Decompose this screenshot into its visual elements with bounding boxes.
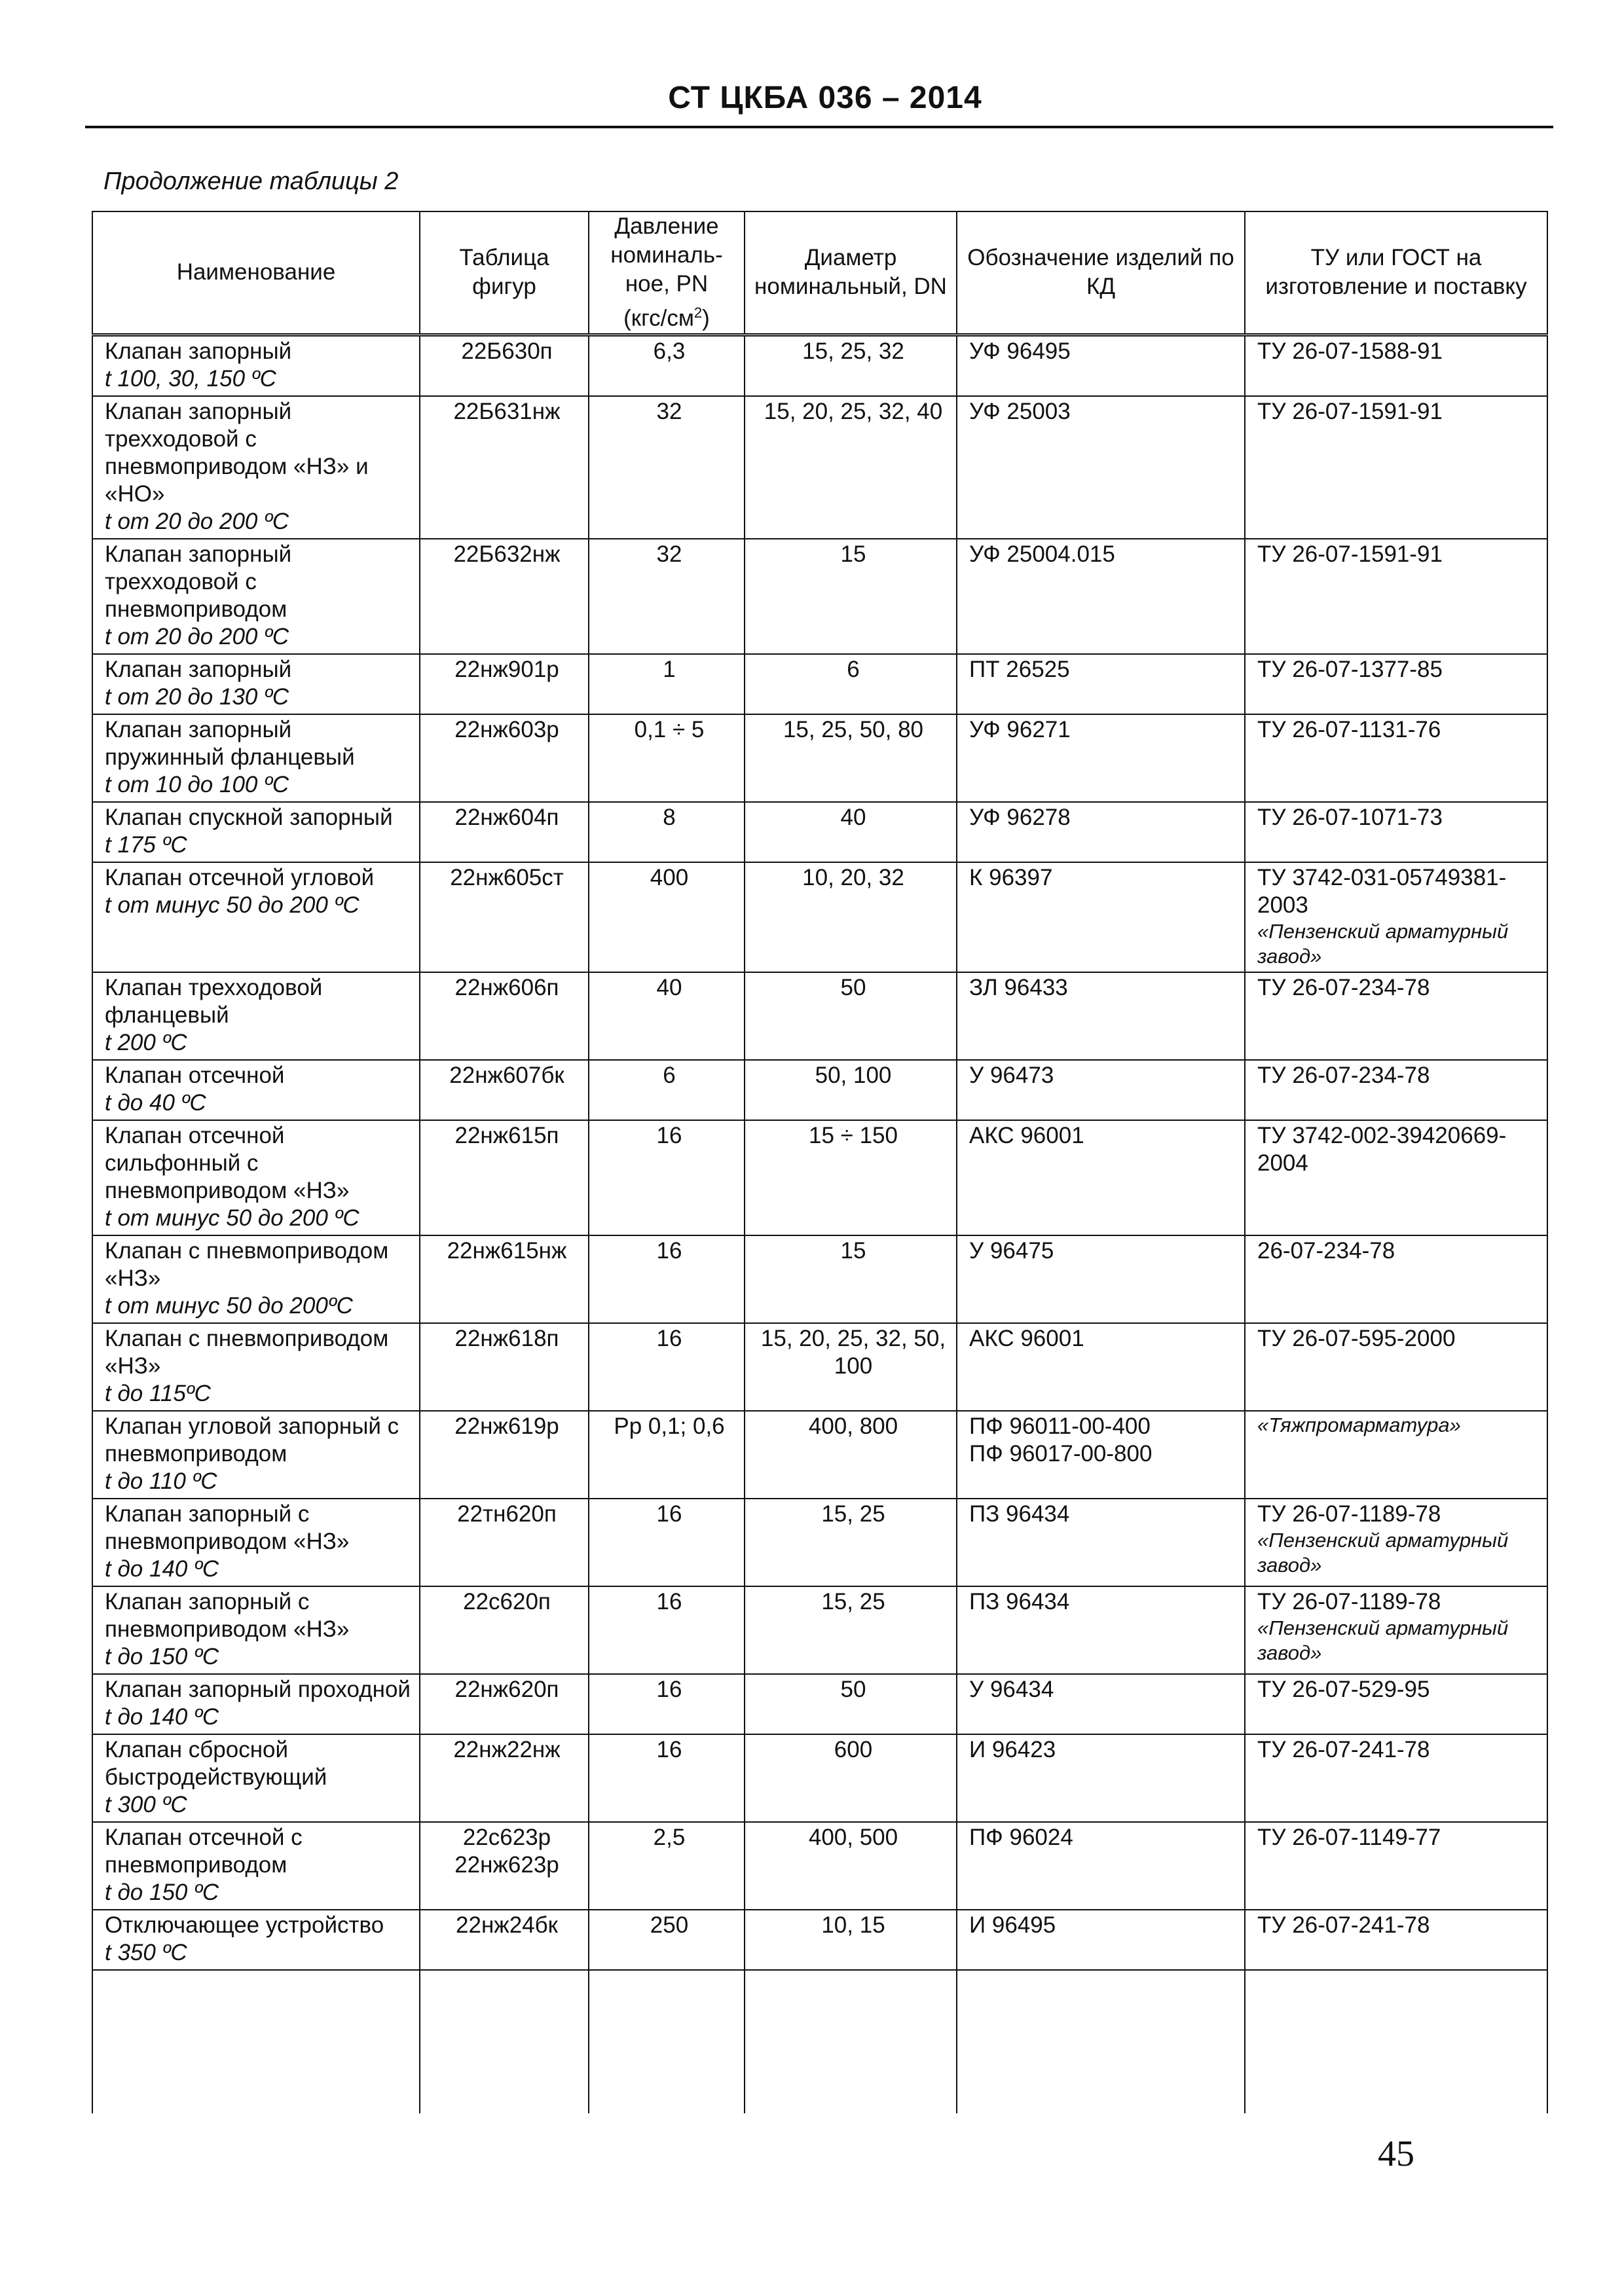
cell-standard — [1245, 1060, 1547, 1120]
table-caption: Продолжение таблицы 2 — [103, 168, 399, 195]
standard-value: ТУ 26-07-1189-78 — [1257, 1501, 1441, 1527]
figure-code: 22нж620п — [454, 1676, 559, 1702]
valve-name: Отключающее устройство — [105, 1912, 384, 1938]
table-row — [92, 802, 1547, 862]
standard-value: ТУ 26-07-234-78 — [1257, 974, 1430, 1000]
valve-name: Клапан отсечной с пневмоприводом — [105, 1824, 303, 1878]
cell-figure — [420, 972, 589, 1060]
cell-standard — [1245, 1235, 1547, 1323]
cell-pressure — [589, 1235, 745, 1323]
pressure-value: 2,5 — [653, 1824, 686, 1850]
diameter-value: 15 — [840, 541, 866, 567]
pressure-value: 6,3 — [653, 338, 686, 364]
valve-name: Клапан запорный — [105, 656, 292, 682]
cell-pressure — [589, 1734, 745, 1822]
cell-standard — [1245, 539, 1547, 654]
designation-value: УФ 96278 — [969, 804, 1071, 830]
diameter-value: 10, 20, 32 — [802, 864, 904, 890]
table-row — [92, 714, 1547, 802]
cell-diameter — [745, 1323, 957, 1411]
table-row — [92, 654, 1547, 714]
designation-value: УФ 25003 — [969, 398, 1071, 424]
table-row — [92, 862, 1547, 972]
cell-designation — [957, 654, 1245, 714]
figure-code: 22нж619р — [454, 1413, 559, 1439]
cell-name — [92, 1120, 420, 1235]
pressure-value: 8 — [663, 804, 676, 830]
designation-value: К 96397 — [969, 864, 1053, 890]
page-number: 45 — [1378, 2134, 1414, 2174]
standard-value: ТУ 26-07-1131-76 — [1257, 716, 1441, 742]
cell-name — [92, 1822, 420, 1910]
figure-code: 22нж606п — [454, 974, 559, 1000]
standard-value: ТУ 26-07-1071-73 — [1257, 804, 1443, 830]
cell-name — [92, 862, 420, 972]
document-code: СТ ЦКБА 036 – 2014 — [668, 81, 982, 115]
cell-figure — [420, 862, 589, 972]
standard-value: ТУ 3742-002-39420669-2004 — [1257, 1122, 1507, 1176]
temperature-range: t до 110 ºC — [105, 1468, 217, 1494]
cell-diameter — [745, 714, 957, 802]
cell-name — [92, 1060, 420, 1120]
standard-value: ТУ 26-07-1377-85 — [1257, 656, 1443, 682]
table-row — [92, 972, 1547, 1060]
figure-code: 22нж623р — [454, 1851, 559, 1878]
cell-name — [92, 396, 420, 539]
table-row — [92, 1674, 1547, 1734]
cell-designation — [957, 1822, 1245, 1910]
cell-designation — [957, 802, 1245, 862]
valve-name: Клапан спускной запорный — [105, 804, 393, 830]
manufacturer-note: «Тяжпромарматура» — [1257, 1413, 1461, 1436]
valve-name: Клапан запорный — [105, 338, 292, 364]
designation-value: ЗЛ 96433 — [969, 974, 1068, 1000]
cell-name — [92, 654, 420, 714]
column-header-diameter: Диаметр номинальный, DN — [745, 211, 957, 335]
cell-designation — [957, 1674, 1245, 1734]
table-row — [92, 1323, 1547, 1411]
figure-code: 22Б630п — [461, 338, 553, 364]
figure-code: 22с620п — [463, 1588, 551, 1614]
cell-standard — [1245, 802, 1547, 862]
cell-pressure — [589, 335, 745, 396]
cell-name — [92, 1674, 420, 1734]
manufacturer-note: «Пензенский арматурный завод» — [1257, 919, 1509, 968]
standard-value: ТУ 26-07-1189-78 — [1257, 1588, 1441, 1614]
designation-value: У 96475 — [969, 1237, 1054, 1264]
diameter-value: 50 — [840, 1676, 866, 1702]
column-header-figure — [420, 211, 589, 335]
cell-designation — [957, 1910, 1245, 1970]
temperature-range: t 350 ºC — [105, 1939, 187, 1965]
temperature-range: t 300 ºC — [105, 1791, 187, 1817]
figure-code: 22Б631нж — [453, 398, 561, 424]
figure-code: 22с623р — [462, 1824, 551, 1850]
cell-diameter — [745, 802, 957, 862]
figure-code: 22нж607бк — [449, 1062, 564, 1088]
cell-pressure — [589, 654, 745, 714]
diameter-value: 400, 500 — [808, 1824, 898, 1850]
cell-pressure — [589, 1411, 745, 1499]
manufacturer-note: «Пензенский арматурный завод» — [1257, 1528, 1509, 1576]
cell-designation — [957, 1235, 1245, 1323]
diameter-value: 50 — [840, 974, 866, 1000]
valve-name: Клапан отсечной сильфонный с пневмоприводом «НЗ» — [105, 1122, 350, 1203]
pressure-value: Рр 0,1; 0,6 — [614, 1413, 725, 1439]
temperature-range: t от 20 до 200 ºC — [105, 508, 289, 534]
standard-value: ТУ 26-07-241-78 — [1257, 1912, 1430, 1938]
temperature-range: t от 20 до 130 ºC — [105, 683, 289, 710]
empty-cell — [420, 1970, 589, 2113]
figure-code: 22нж615п — [454, 1122, 559, 1148]
valve-name: Клапан запорный проходной — [105, 1676, 411, 1702]
column-header-pressure-unit — [596, 299, 737, 333]
designation-value: И 96495 — [969, 1912, 1056, 1938]
diameter-value: 15, 25, 32 — [802, 338, 904, 364]
cell-pressure — [589, 972, 745, 1060]
figure-code: 22нж618п — [454, 1325, 559, 1351]
header-rule — [85, 126, 1553, 128]
table-row — [92, 1586, 1547, 1674]
cell-standard — [1245, 1822, 1547, 1910]
cell-diameter — [745, 1674, 957, 1734]
cell-standard — [1245, 1499, 1547, 1586]
table-row — [92, 1060, 1547, 1120]
standard-value: ТУ 26-07-1588-91 — [1257, 338, 1443, 364]
temperature-range: t до 150 ºC — [105, 1879, 219, 1905]
pressure-value: 16 — [656, 1588, 682, 1614]
table-row — [92, 335, 1547, 396]
pressure-unit-sup: 2 — [693, 304, 703, 321]
standard-value: ТУ 26-07-1591-91 — [1257, 541, 1443, 567]
temperature-range: t 100, 30, 150 ºC — [105, 365, 276, 392]
cell-name — [92, 1586, 420, 1674]
cell-name — [92, 1235, 420, 1323]
temperature-range: t 200 ºC — [105, 1029, 187, 1055]
cell-diameter — [745, 1499, 957, 1586]
pressure-value: 16 — [656, 1501, 682, 1527]
cell-designation — [957, 335, 1245, 396]
cell-designation — [957, 1734, 1245, 1822]
cell-pressure — [589, 1586, 745, 1674]
cell-standard — [1245, 1734, 1547, 1822]
cell-figure — [420, 1411, 589, 1499]
cell-figure — [420, 1499, 589, 1586]
diameter-value: 15 ÷ 150 — [809, 1122, 898, 1148]
standard-value: ТУ 26-07-234-78 — [1257, 1062, 1430, 1088]
pressure-value: 250 — [650, 1912, 689, 1938]
cell-diameter — [745, 539, 957, 654]
column-header-pressure — [589, 211, 745, 335]
table-header-row — [92, 211, 1547, 335]
column-header-standard: ТУ или ГОСТ на изготовление и поставку — [1245, 211, 1547, 335]
temperature-range: t от минус 50 до 200 ºC — [105, 892, 360, 918]
cell-figure — [420, 654, 589, 714]
designation-value: У 96434 — [969, 1676, 1054, 1702]
standard-value: ТУ 26-07-1149-77 — [1257, 1824, 1441, 1850]
temperature-range: t до 40 ºC — [105, 1089, 206, 1116]
valve-name: Клапан трехходовой фланцевый — [105, 974, 323, 1028]
standard-value: ТУ 26-07-529-95 — [1257, 1676, 1430, 1702]
pressure-value: 400 — [650, 864, 689, 890]
temperature-range: t от 10 до 100 ºC — [105, 771, 289, 797]
diameter-value: 10, 15 — [821, 1912, 885, 1938]
table-row — [92, 1734, 1547, 1822]
cell-designation — [957, 1499, 1245, 1586]
cell-name — [92, 335, 420, 396]
valve-name: Клапан отсечной — [105, 1062, 285, 1088]
table-row — [92, 1235, 1547, 1323]
valve-name: Клапан запорный трехходовой с пневмоприводом «НЗ» и «НО» — [105, 398, 369, 507]
cell-diameter — [745, 396, 957, 539]
valves-table — [92, 211, 1548, 2113]
pressure-value: 0,1 ÷ 5 — [634, 716, 705, 742]
diameter-value: 15, 25 — [821, 1588, 885, 1614]
cell-figure — [420, 1120, 589, 1235]
cell-pressure — [589, 1499, 745, 1586]
temperature-range: t до 115ºC — [105, 1380, 211, 1406]
table-row — [92, 1822, 1547, 1910]
temperature-range: t до 140 ºC — [105, 1704, 219, 1730]
cell-pressure — [589, 539, 745, 654]
diameter-value: 15, 25, 50, 80 — [783, 716, 924, 742]
cell-diameter — [745, 1411, 957, 1499]
cell-designation — [957, 1586, 1245, 1674]
diameter-value: 600 — [834, 1736, 873, 1762]
cell-diameter — [745, 1235, 957, 1323]
cell-standard — [1245, 1910, 1547, 1970]
cell-designation — [957, 396, 1245, 539]
figure-code: 22нж603р — [454, 716, 559, 742]
cell-name — [92, 972, 420, 1060]
empty-cell — [92, 1970, 420, 2113]
cell-diameter — [745, 1060, 957, 1120]
temperature-range: t от минус 50 до 200ºC — [105, 1292, 353, 1319]
empty-cell — [957, 1970, 1245, 2113]
cell-pressure — [589, 396, 745, 539]
cell-diameter — [745, 654, 957, 714]
valve-name: Клапан с пневмоприводом «НЗ» — [105, 1237, 389, 1291]
designation-value: ПТ 26525 — [969, 656, 1070, 682]
cell-name — [92, 539, 420, 654]
pressure-unit-text: (кгс/см — [623, 305, 694, 331]
designation-value: ПЗ 96434 — [969, 1501, 1070, 1527]
cell-figure — [420, 1235, 589, 1323]
table-row — [92, 1120, 1547, 1235]
cell-standard — [1245, 714, 1547, 802]
pressure-value: 32 — [656, 541, 682, 567]
diameter-value: 400, 800 — [808, 1413, 898, 1439]
manufacturer-note: «Пензенский арматурный завод» — [1257, 1616, 1509, 1664]
cell-designation — [957, 1120, 1245, 1235]
cell-standard — [1245, 1674, 1547, 1734]
diameter-value: 6 — [847, 656, 860, 682]
designation-value: ПФ 96024 — [969, 1824, 1073, 1850]
diameter-value: 15 — [840, 1237, 866, 1264]
cell-name — [92, 714, 420, 802]
cell-standard — [1245, 335, 1547, 396]
column-header-pressure-label: Давление номиналь-ное, PN — [610, 213, 723, 297]
diameter-value: 50, 100 — [815, 1062, 892, 1088]
cell-diameter — [745, 862, 957, 972]
designation-value: И 96423 — [969, 1736, 1056, 1762]
cell-figure — [420, 1586, 589, 1674]
valve-name: Клапан запорный с пневмоприводом «НЗ» — [105, 1588, 350, 1642]
cell-diameter — [745, 1586, 957, 1674]
pressure-value: 1 — [663, 656, 676, 682]
designation-value: ПФ 96017-00-800 — [969, 1440, 1153, 1467]
pressure-value: 16 — [656, 1122, 682, 1148]
designation-value: ПФ 96011-00-400 — [969, 1413, 1151, 1439]
pressure-value: 32 — [656, 398, 682, 424]
figure-code: 22нж22нж — [453, 1736, 561, 1762]
cell-figure — [420, 1734, 589, 1822]
designation-value: УФ 96495 — [969, 338, 1071, 364]
cell-standard — [1245, 972, 1547, 1060]
table-row — [92, 1411, 1547, 1499]
cell-diameter — [745, 335, 957, 396]
valve-name: Клапан запорный трехходовой с пневмоприводом — [105, 541, 292, 622]
cell-pressure — [589, 1822, 745, 1910]
cell-designation — [957, 1323, 1245, 1411]
pressure-value: 16 — [656, 1237, 682, 1264]
table-body — [92, 335, 1547, 2113]
table-row — [92, 396, 1547, 539]
temperature-range: t от 20 до 200 ºC — [105, 623, 289, 649]
designation-value: АКС 96001 — [969, 1325, 1084, 1351]
pressure-value: 16 — [656, 1676, 682, 1702]
standard-value: ТУ 26-07-241-78 — [1257, 1736, 1430, 1762]
cell-figure — [420, 714, 589, 802]
cell-figure — [420, 802, 589, 862]
cell-standard — [1245, 1411, 1547, 1499]
cell-figure — [420, 335, 589, 396]
cell-name — [92, 1499, 420, 1586]
column-header-name: Наименование — [92, 211, 420, 335]
pressure-value: 6 — [663, 1062, 676, 1088]
cell-figure — [420, 1060, 589, 1120]
standard-value: ТУ 3742-031-05749381-2003 — [1257, 864, 1507, 918]
temperature-range: t 175 ºC — [105, 831, 187, 858]
pressure-unit-tail: ) — [702, 305, 710, 331]
table-row — [92, 539, 1547, 654]
valve-name: Клапан запорный с пневмоприводом «НЗ» — [105, 1501, 350, 1554]
empty-cell — [589, 1970, 745, 2113]
pressure-value: 16 — [656, 1736, 682, 1762]
cell-pressure — [589, 802, 745, 862]
figure-code: 22нж901р — [454, 656, 559, 682]
empty-cell — [745, 1970, 957, 2113]
figure-code: 22нж604п — [454, 804, 559, 830]
cell-diameter — [745, 1120, 957, 1235]
cell-pressure — [589, 1323, 745, 1411]
cell-standard — [1245, 1323, 1547, 1411]
cell-pressure — [589, 1910, 745, 1970]
column-header-designation: Обозначение изделий по КД — [957, 211, 1245, 335]
standard-value: ТУ 26-07-595-2000 — [1257, 1325, 1456, 1351]
cell-figure — [420, 396, 589, 539]
figure-code: 22тн620п — [457, 1501, 557, 1527]
table-continuation — [92, 1970, 1547, 2113]
diameter-value: 15, 20, 25, 32, 50, 100 — [760, 1325, 946, 1379]
valve-name: Клапан сбросной быстродействующий — [105, 1736, 327, 1790]
cell-pressure — [589, 1120, 745, 1235]
standard-value: ТУ 26-07-1591-91 — [1257, 398, 1443, 424]
figure-code: 22Б632нж — [453, 541, 561, 567]
designation-value: АКС 96001 — [969, 1122, 1084, 1148]
cell-pressure — [589, 862, 745, 972]
figure-code: 22нж24бк — [456, 1912, 558, 1938]
cell-pressure — [589, 1060, 745, 1120]
cell-pressure — [589, 714, 745, 802]
empty-cell — [1245, 1970, 1547, 2113]
valve-name: Клапан запорный пружинный фланцевый — [105, 716, 355, 770]
table-row — [92, 1499, 1547, 1586]
table-row — [92, 1910, 1547, 1970]
valve-name: Клапан отсечной угловой — [105, 864, 375, 890]
cell-figure — [420, 539, 589, 654]
cell-designation — [957, 714, 1245, 802]
cell-name — [92, 1910, 420, 1970]
diameter-value: 40 — [840, 804, 866, 830]
cell-designation — [957, 1060, 1245, 1120]
cell-name — [92, 1734, 420, 1822]
cell-standard — [1245, 654, 1547, 714]
cell-designation — [957, 1411, 1245, 1499]
pressure-value: 16 — [656, 1325, 682, 1351]
cell-designation — [957, 972, 1245, 1060]
cell-figure — [420, 1910, 589, 1970]
designation-value: УФ 96271 — [969, 716, 1071, 742]
figure-code: 22нж615нж — [447, 1237, 567, 1264]
temperature-range: t до 140 ºC — [105, 1556, 219, 1582]
cell-diameter — [745, 1910, 957, 1970]
designation-value: УФ 25004.015 — [969, 541, 1115, 567]
pressure-value: 40 — [656, 974, 682, 1000]
valve-name: Клапан угловой запорный с пневмоприводом — [105, 1413, 399, 1467]
cell-name — [92, 802, 420, 862]
cell-standard — [1245, 862, 1547, 972]
designation-value: У 96473 — [969, 1062, 1054, 1088]
valve-name: Клапан с пневмоприводом «НЗ» — [105, 1325, 389, 1379]
cell-standard — [1245, 396, 1547, 539]
temperature-range: t до 150 ºC — [105, 1643, 219, 1669]
cell-name — [92, 1411, 420, 1499]
figure-code: 22нж605ст — [450, 864, 564, 890]
cell-diameter — [745, 1734, 957, 1822]
cell-standard — [1245, 1586, 1547, 1674]
diameter-value: 15, 25 — [821, 1501, 885, 1527]
temperature-range: t от минус 50 до 200 ºC — [105, 1205, 360, 1231]
cell-figure — [420, 1674, 589, 1734]
cell-diameter — [745, 972, 957, 1060]
cell-figure — [420, 1323, 589, 1411]
cell-designation — [957, 862, 1245, 972]
cell-diameter — [745, 1822, 957, 1910]
standard-value: 26-07-234-78 — [1257, 1237, 1395, 1264]
cell-standard — [1245, 1120, 1547, 1235]
cell-name — [92, 1323, 420, 1411]
diameter-value: 15, 20, 25, 32, 40 — [764, 398, 943, 424]
cell-pressure — [589, 1674, 745, 1734]
designation-value: ПЗ 96434 — [969, 1588, 1070, 1614]
cell-figure — [420, 1822, 589, 1910]
cell-designation — [957, 539, 1245, 654]
column-header-figure-label: Таблица фигур — [459, 245, 549, 300]
